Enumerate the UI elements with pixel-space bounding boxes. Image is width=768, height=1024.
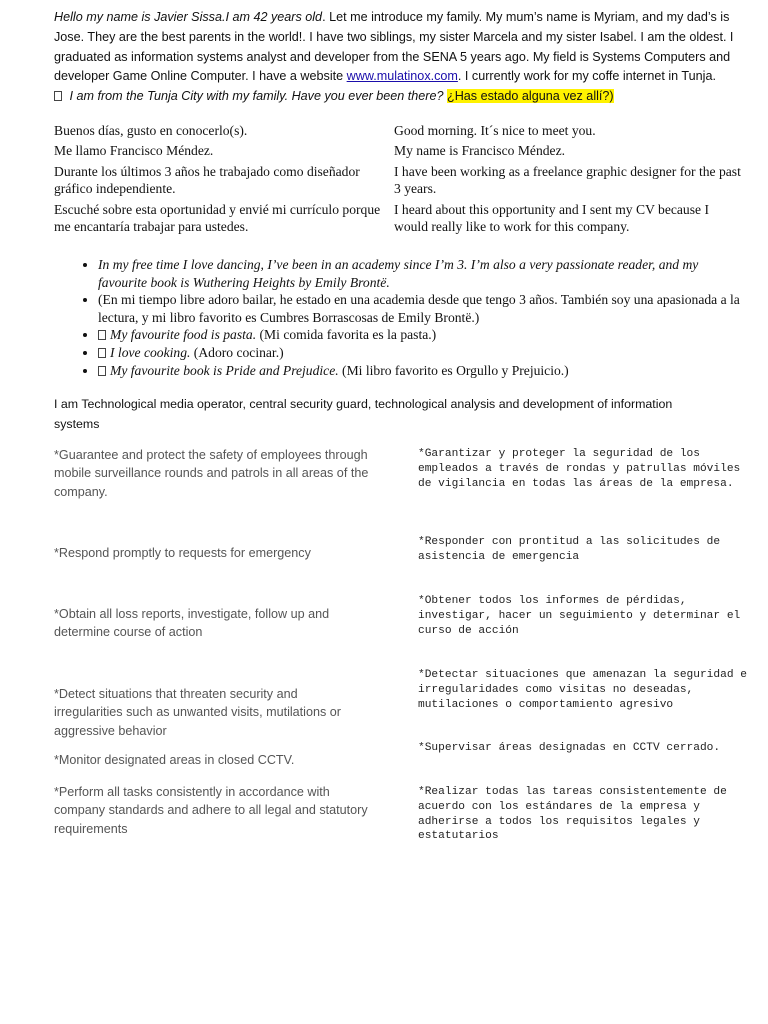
website-link[interactable]: www.mulatinox.com: [346, 69, 458, 84]
greetings-table: [54, 122, 744, 238]
hobbies-list: [78, 256, 748, 379]
list-item-text: My favourite food is pasta.: [110, 327, 257, 343]
intro-question: I am from the Tunja City with my family. Have you ever been there?: [66, 89, 447, 104]
task-es: *Realizar todas las tareas consistentemente de acuerdo con los estándares de la empresa y adherirse a todos los requisitos legales y estatutarios: [418, 786, 727, 843]
missing-glyph-icon: [98, 366, 106, 376]
greeting-es: Buenos días, gusto en conocerlo(s).: [54, 123, 248, 138]
missing-glyph-icon: [54, 91, 62, 101]
task-en: *Respond promptly to requests for emergency: [54, 546, 311, 560]
task-en: *Perform all tasks consistently in accordance with company standards and adhere to all legal and statutory requirements: [54, 785, 368, 836]
greeting-es: Escuché sobre esta oportunidad y envié mi currículo porque me encantaría trabajar para ustedes.: [54, 201, 381, 235]
list-item-text: My favourite book is Pride and Prejudice.: [110, 362, 339, 378]
list-item: [98, 362, 748, 380]
greeting-es: Me llamo Francisco Méndez.: [54, 143, 214, 159]
missing-glyph-icon: [98, 348, 106, 358]
task-es: *Garantizar y proteger la seguridad de los empleados a través de rondas y patrullas móviles de vigilancia en todas las áreas de la empresa.: [418, 448, 741, 490]
list-item: [98, 256, 748, 291]
list-item-text: (En mi tiempo libre adoro bailar, he estado en una academia desde que tengo 3 años. También soy una apasionada a la lectura, y mi libro favorito es Cumbres Borrascosas de Emily Brontë.): [98, 292, 740, 325]
role-statement: I am Technological media operator, central security guard, technological analysis and development of information systems: [54, 397, 673, 431]
task-en: *Detect situations that threaten security and irregularities such as unwanted visits, mutilations or aggressive behavior: [54, 687, 341, 738]
list-item-translation: (Mi comida favorita es la pasta.): [256, 327, 437, 343]
task-es: *Supervisar áreas designadas en CCTV cerrado.: [418, 742, 721, 754]
task-en: *Monitor designated areas in closed CCTV.: [54, 753, 295, 767]
greeting-en: Good morning. It´s nice to meet you.: [394, 123, 596, 138]
intro-text-2: . I currently work for my coffe internet in Tunja.: [457, 69, 716, 84]
missing-glyph-icon: [98, 330, 106, 340]
intro-text-1: . Let me introduce my family. My mum’s name is Myriam, and my dad’s is Jose. They are the best parents in the world!. I have two siblings, my sister Marcela and my sister Isabel. I am the oldest. I graduated as information systems analyst and developer from the SENA 5 years ago. My field is Systems Computers and developer Game Online Computer. I have a website: [54, 10, 734, 84]
list-item: [98, 326, 748, 344]
task-es: *Responder con prontitud a las solicitudes de asistencia de emergencia: [418, 536, 721, 563]
task-es: *Detectar situaciones que amenazan la seguridad e irregularidades como visitas no deseadas, mutilaciones o comportamiento agresivo: [418, 669, 747, 711]
list-item-text: In my free time I love dancing, I’ve been in an academy since I’m 3. I’m also a very passionate reader, and my favourite book is Wuthering Heights by Emily Brontë.: [98, 257, 699, 290]
highlighted-question: ¿Has estado alguna vez allí?): [447, 89, 614, 104]
intro-italic-lead: Hello my name is Javier Sissa.I am 42 years old: [54, 10, 323, 24]
greeting-en: My name is Francisco Méndez.: [394, 143, 566, 159]
list-item: [98, 344, 748, 362]
greeting-en: I have been working as a freelance graphic designer for the past 3 years.: [394, 163, 741, 197]
intro-paragraph: [54, 8, 744, 107]
list-item: [98, 291, 748, 326]
greeting-es: Durante los últimos 3 años he trabajado como diseñador gráfico independiente.: [54, 163, 360, 197]
list-item-translation: (Mi libro favorito es Orgullo y Prejuicio.): [338, 362, 569, 378]
greeting-en: I heard about this opportunity and I sent my CV because I would really like to work for this company.: [394, 201, 709, 235]
task-en: *Guarantee and protect the safety of employees through mobile surveillance rounds and patrols in all areas of the company.: [54, 448, 369, 499]
task-es: *Obtener todos los informes de pérdidas, investigar, hacer un seguimiento y determinar el curso de acción: [418, 595, 741, 637]
list-item-text: I love cooking.: [110, 344, 191, 360]
list-item-translation: (Adoro cocinar.): [190, 344, 284, 360]
task-en: *Obtain all loss reports, investigate, follow up and determine course of action: [54, 607, 330, 640]
